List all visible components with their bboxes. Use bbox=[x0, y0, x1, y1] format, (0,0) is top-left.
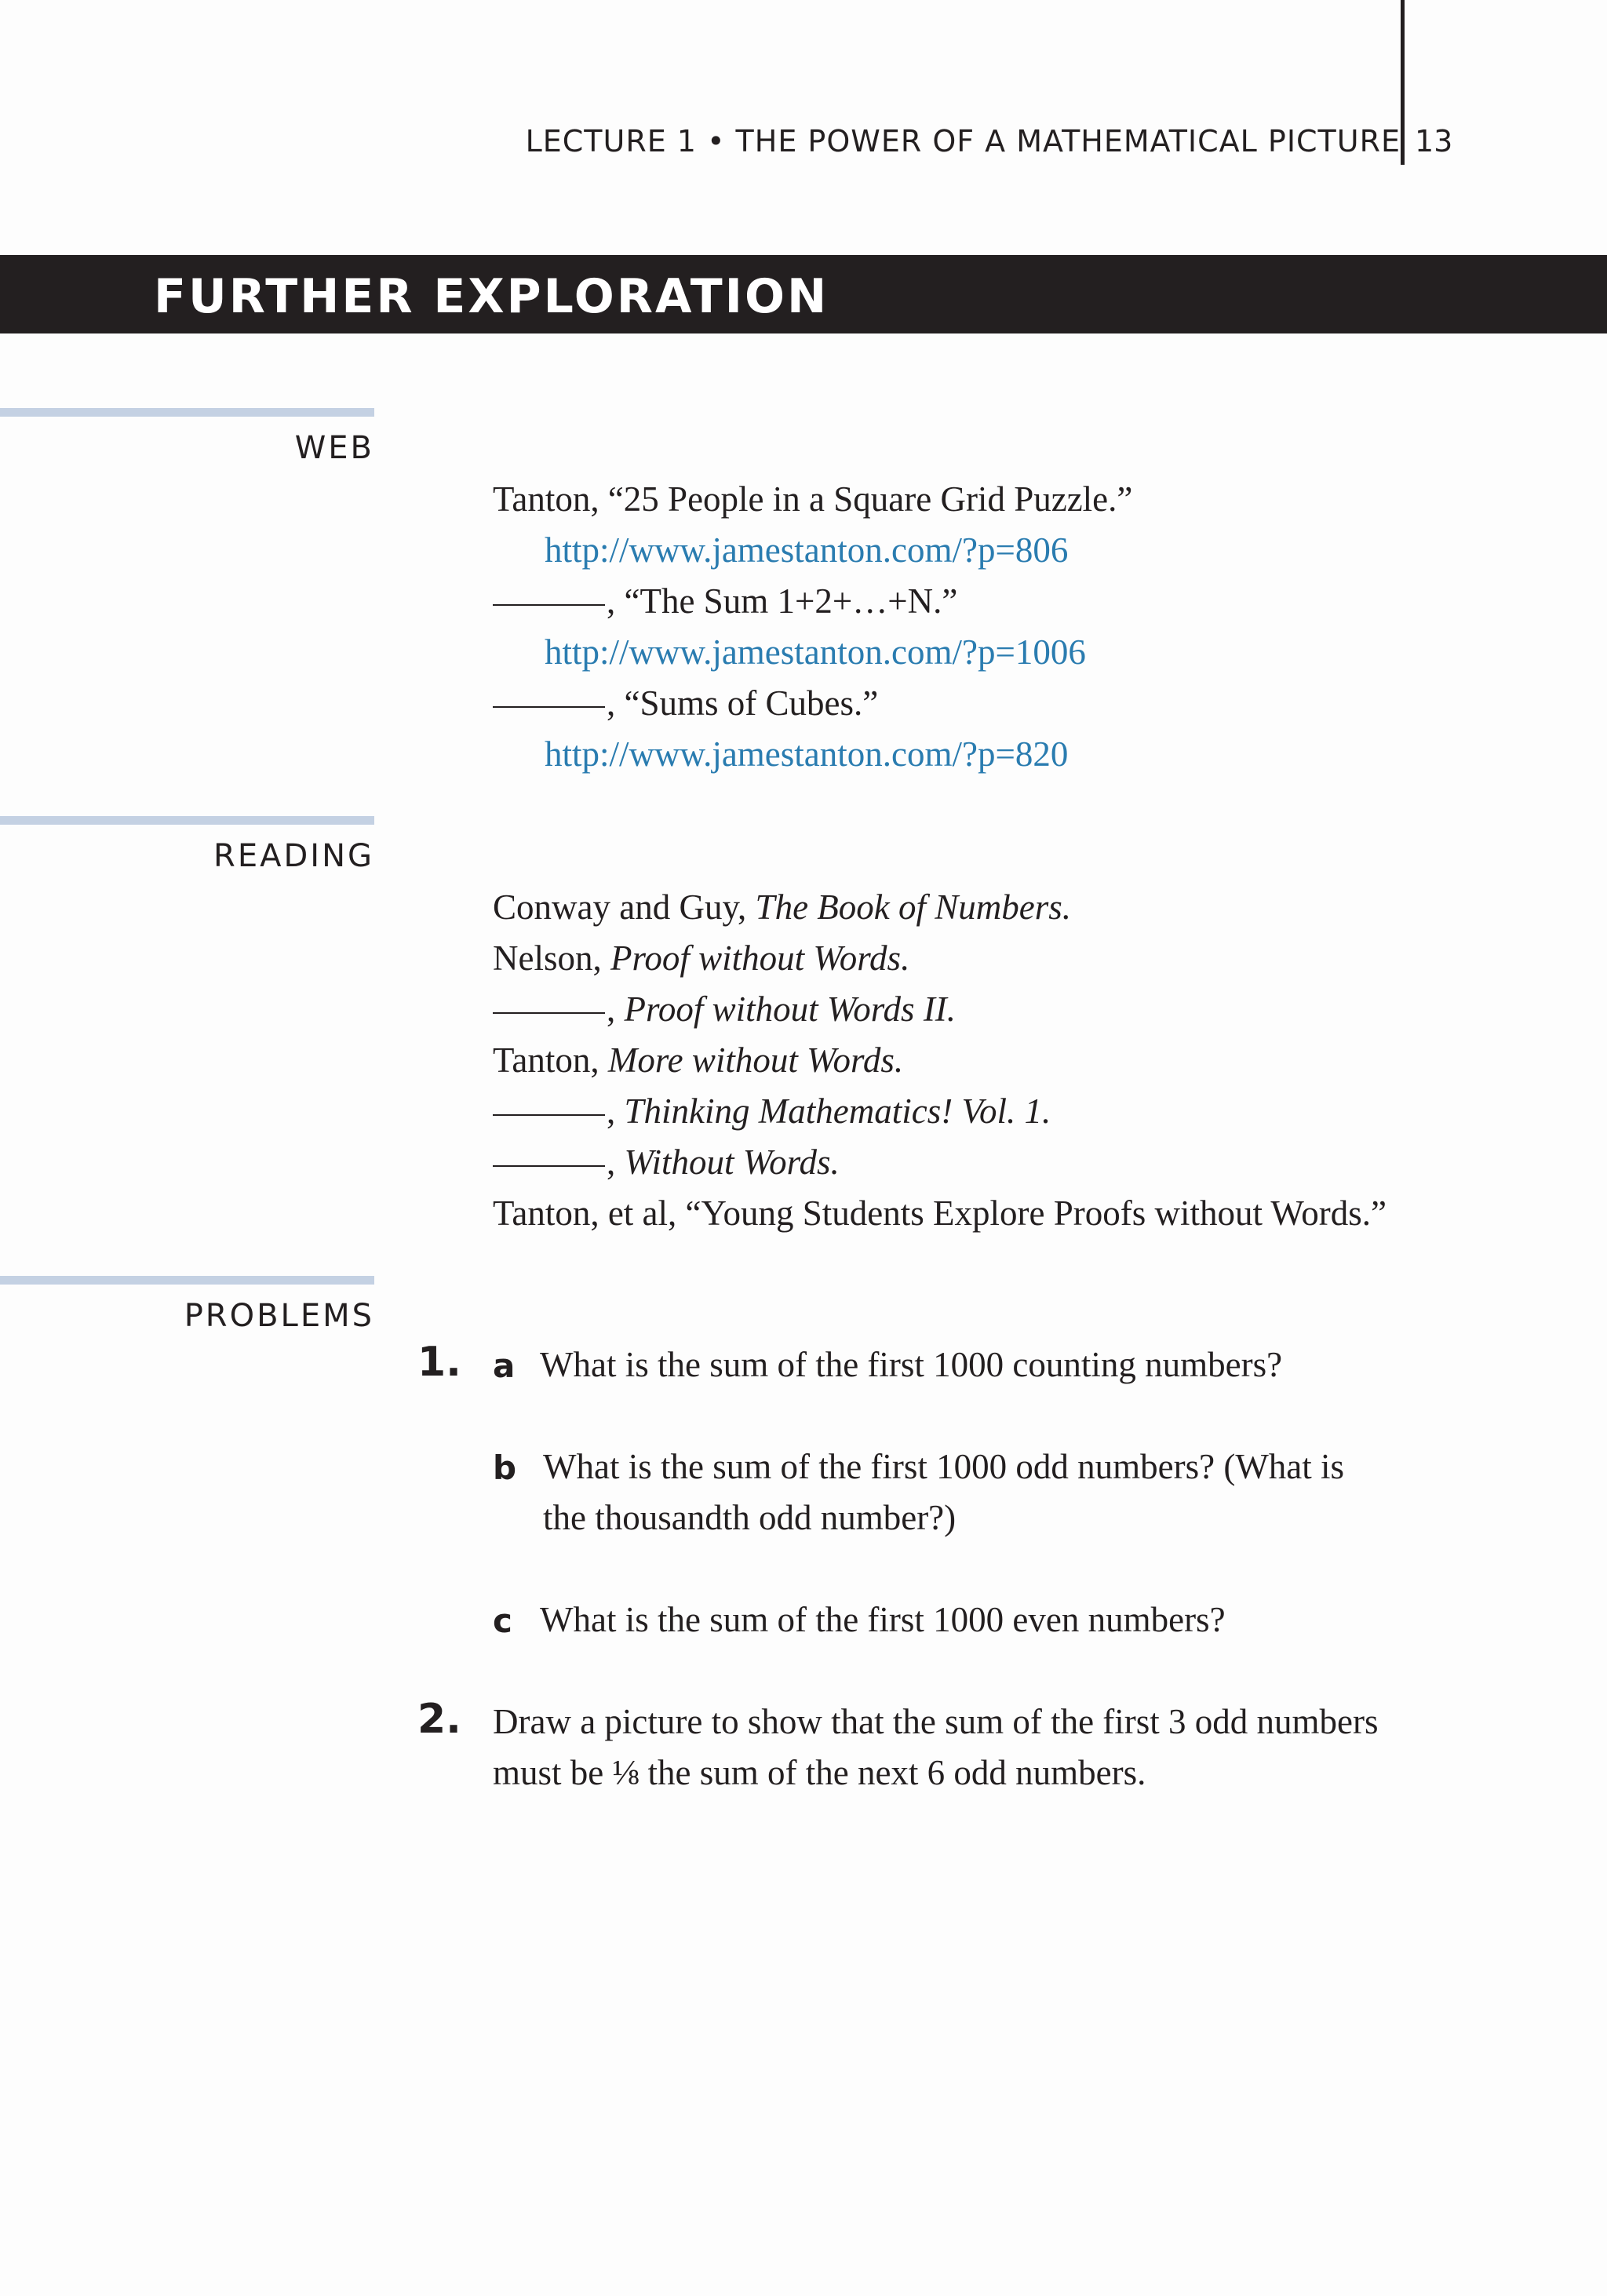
section-banner bbox=[0, 255, 1607, 333]
subpart-letter: a bbox=[493, 1347, 516, 1385]
web-link-2[interactable]: http://www.jamestanton.com/?p=1006 bbox=[545, 632, 1086, 672]
web-entry-2: , “The Sum 1+2+…+N.” bbox=[493, 576, 957, 627]
problem-number: 1. bbox=[417, 1339, 461, 1386]
problem-text: What is the sum of the first 1000 even numbers? bbox=[540, 1600, 1226, 1639]
reading-entry: , Without Words. bbox=[493, 1137, 840, 1188]
problem-text: must be ⅛ the sum of the next 6 odd numbers. bbox=[493, 1753, 1146, 1792]
reading-entry: , Thinking Mathematics! Vol. 1. bbox=[493, 1086, 1051, 1137]
web-entry-3: , “Sums of Cubes.” bbox=[493, 678, 878, 729]
web-label: WEB bbox=[294, 430, 374, 466]
web-entry-1: Tanton, “25 People in a Square Grid Puzzle.” bbox=[493, 479, 1133, 519]
reading-entry: Conway and Guy, The Book of Numbers. bbox=[493, 887, 1072, 927]
header-rule bbox=[1401, 0, 1405, 165]
problem-text: What is the sum of the first 1000 counting numbers? bbox=[540, 1345, 1283, 1384]
repeat-author-dash bbox=[493, 1114, 605, 1116]
subpart-letter: c bbox=[493, 1602, 512, 1640]
reading-entry: Nelson, Proof without Words. bbox=[493, 938, 910, 978]
problem-text: What is the sum of the first 1000 odd numbers? (What is bbox=[543, 1447, 1345, 1486]
repeat-author-dash bbox=[493, 604, 605, 606]
problems-label: PROBLEMS bbox=[184, 1298, 374, 1334]
reading-label: READING bbox=[213, 838, 374, 874]
problem-number: 2. bbox=[417, 1696, 461, 1743]
web-link-1[interactable]: http://www.jamestanton.com/?p=806 bbox=[545, 530, 1069, 570]
problems-rule bbox=[0, 1276, 374, 1285]
reading-entry: Tanton, More without Words. bbox=[493, 1040, 904, 1080]
repeat-author-dash bbox=[493, 706, 605, 708]
running-header: LECTURE 1 • THE POWER OF A MATHEMATICAL PICTURE bbox=[525, 124, 1401, 159]
page-number: 13 bbox=[1415, 124, 1453, 159]
subpart-letter: b bbox=[493, 1449, 517, 1487]
repeat-author-dash bbox=[493, 1165, 605, 1167]
problem-text: the thousandth odd number?) bbox=[543, 1498, 957, 1537]
web-link-3[interactable]: http://www.jamestanton.com/?p=820 bbox=[545, 734, 1069, 774]
repeat-author-dash bbox=[493, 1012, 605, 1014]
web-rule bbox=[0, 408, 374, 417]
reading-entry: Tanton, et al, “Young Students Explore Proofs without Words.” bbox=[493, 1194, 1387, 1233]
reading-entry: , Proof without Words II. bbox=[493, 984, 956, 1035]
problem-text: Draw a picture to show that the sum of the first 3 odd numbers bbox=[493, 1702, 1379, 1741]
section-title: FURTHER EXPLORATION bbox=[154, 269, 829, 324]
reading-rule bbox=[0, 816, 374, 825]
